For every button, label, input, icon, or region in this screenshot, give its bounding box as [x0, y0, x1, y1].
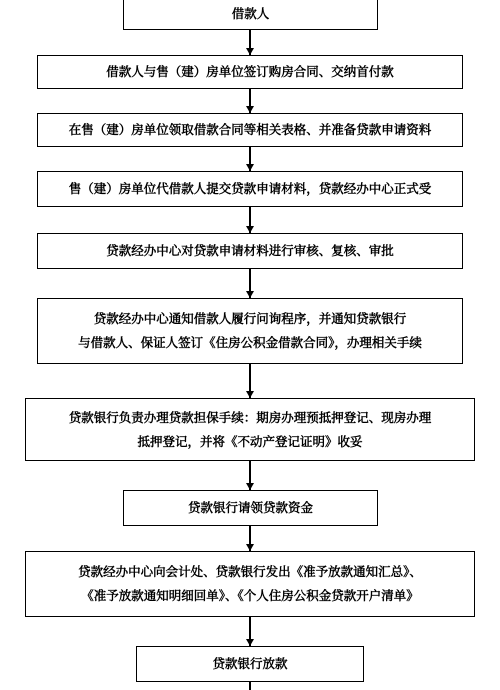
step-text: 在售（建）房单位领取借款合同等相关表格、并准备贷款申请资料: [68, 122, 432, 138]
step-text: 贷款经办中心对贷款申请材料进行审核、复核、审批: [106, 243, 394, 259]
step-box-collect-forms: [37, 113, 463, 147]
step-text: 借款人与售（建）房单位签订购房合同、交纳首付款: [106, 64, 394, 80]
step-text: 售（建）房单位代借款人提交贷款申请材料，贷款经办中心正式受: [68, 181, 432, 197]
step-text: 贷款银行放款: [212, 656, 288, 672]
step-text-line-1: 贷款经办中心向会计处、贷款银行发出《准予放款通知汇总》、: [78, 564, 422, 580]
step-box-sign-purchase-contract: [37, 55, 463, 89]
step-text-line-1: 贷款银行负责办理贷款担保手续：期房办理预抵押登记、现房办理: [68, 409, 432, 425]
step-box-issue-notices: [25, 551, 475, 617]
step-box-borrower: [123, 0, 378, 30]
step-box-request-funds: [123, 490, 378, 526]
step-box-submit-application: [37, 171, 463, 207]
step-text-line-2: 《准予放款通知明细回单》、《个人住房公积金贷款开户清单》: [81, 588, 419, 603]
step-box-sign-loan-contract: [37, 298, 463, 364]
step-text-line-2: 抵押登记，并将《不动产登记证明》收妥: [137, 433, 363, 449]
step-box-guarantee-procedures: [25, 398, 475, 461]
step-text: 借款人: [231, 6, 270, 22]
step-text: 贷款银行请领贷款资金: [187, 500, 313, 516]
step-text-line-2: 与借款人、保证人签订《住房公积金借款合同》，办理相关手续: [78, 335, 422, 350]
step-text-line-1: 贷款经办中心通知借款人履行问询程序，并通知贷款银行: [93, 311, 407, 327]
step-box-review-approve: [37, 233, 463, 269]
step-box-disburse-loan: [136, 646, 364, 682]
